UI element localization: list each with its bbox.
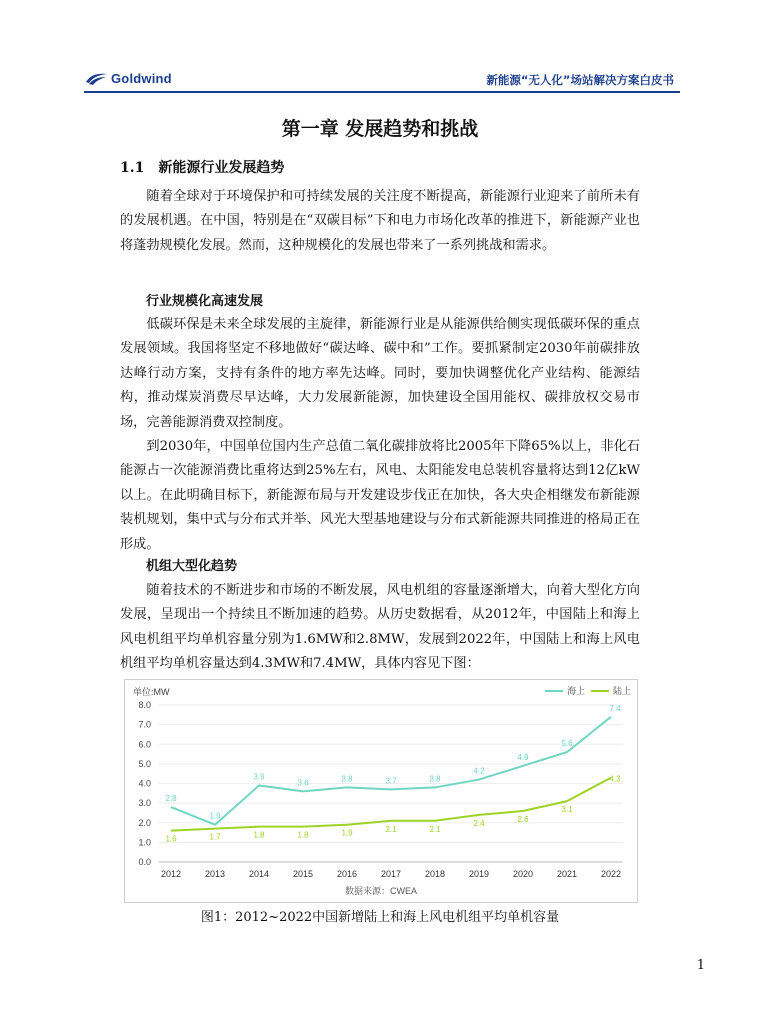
- series-line-offshore: [171, 717, 611, 825]
- logo-text: Goldwind: [111, 71, 172, 86]
- data-label-onshore: 1.8: [253, 830, 265, 840]
- y-tick-label: 8.0: [138, 700, 151, 710]
- x-tick-label: 2019: [468, 869, 490, 879]
- data-label-onshore: 1.6: [165, 834, 177, 844]
- data-label-onshore: 2.4: [473, 818, 485, 828]
- x-tick-label: 2018: [424, 869, 446, 879]
- section-heading: [120, 157, 284, 177]
- capacity-chart: [124, 679, 638, 903]
- data-label-offshore: 2.8: [165, 794, 177, 804]
- legend-label-onshore: 陆上: [613, 686, 632, 696]
- x-tick-label: 2017: [380, 869, 402, 879]
- x-tick-label: 2012: [160, 869, 182, 879]
- y-tick-label: 7.0: [138, 719, 151, 730]
- figure-caption: 图1：2012~2022中国新增陆上和海上风电机组平均单机容量: [200, 910, 560, 925]
- intro-paragraph: 随着全球对于环境保护和可持续发展的关注度不断提高，新能源行业迎来了前所未有的发展机遇。在中国，特别是在“双碳目标”下和电力市场化改革的推进下，新能源产业也将蓬勃规模化发展。然而，这种规模化的发展也带来了一系列挑战和需求。: [120, 189, 640, 253]
- x-tick-label: 2015: [292, 869, 314, 879]
- chart-legend: [545, 685, 631, 696]
- chart-series: [171, 717, 611, 831]
- x-tick-label: 2021: [556, 869, 578, 879]
- data-label-onshore: 1.9: [341, 828, 353, 838]
- data-label-onshore: 2.6: [517, 814, 529, 824]
- data-label-offshore: 4.2: [473, 766, 485, 776]
- data-label-onshore: 2.1: [385, 824, 397, 834]
- data-label-onshore: 2.1: [429, 824, 441, 834]
- chart-source: 数据来源：CWEA: [344, 886, 418, 896]
- header-divider: [84, 91, 680, 93]
- y-tick-label: 5.0: [138, 758, 151, 769]
- data-label-onshore: 1.7: [209, 832, 221, 842]
- document-title: 新能源“无人化”场站解决方案白皮书: [486, 73, 674, 87]
- y-tick-label: 3.0: [138, 798, 151, 809]
- section-number: 1.1: [120, 160, 145, 176]
- chapter-title: 第一章 发展趋势和挑战: [281, 118, 479, 140]
- data-label-onshore: 3.1: [561, 805, 573, 815]
- data-label-offshore: 3.6: [297, 778, 309, 788]
- x-tick-label: 2020: [512, 869, 534, 879]
- x-tick-label: 2014: [248, 869, 270, 879]
- data-label-offshore: 3.8: [341, 774, 353, 784]
- data-label-offshore: 3.7: [385, 776, 397, 786]
- goldwind-logo: [84, 71, 172, 86]
- subheading-large-units: 机组大型化趋势: [146, 559, 238, 574]
- scale-paragraph-2: 到2030年，中国单位国内生产总值二氧化碳排放将比2005年下降65%以上，非化石能源占一次能源消费比重将达到25%左右，风电、太阳能发电总装机容量将达到12亿kW以上。在此明确目标下，新能源布局与开发建设步伐正在加快，各大央企相继发布新能源装机规划，集中式与分布式并举、风光大型基地建设与分布式新能源共同推进的格局正在形成。: [120, 439, 640, 552]
- data-label-offshore: 5.6: [561, 739, 573, 749]
- y-tick-label: 1.0: [138, 837, 151, 848]
- scale-paragraph-1: 低碳环保是未来全球发展的主旋律，新能源行业是从能源供给侧实现低碳环保的重点发展领域。我国将坚定不移地做好“碳达峰、碳中和”工作。要抓紧制定2030年前碳排放达峰行动方案，支持有条件的地方率先达峰。同时，要加快调整优化产业结构、能源结构，推动煤炭消费尽早达峰，大力发展新能源，加快建设全国用能权、碳排放权交易市场，完善能源消费双控制度。: [120, 317, 640, 430]
- y-axis-label: 单位:MW: [133, 687, 170, 697]
- data-label-onshore: 1.8: [297, 830, 309, 840]
- subheading-scale: 行业规模化高速发展: [146, 294, 264, 309]
- data-label-offshore: 7.4: [609, 703, 621, 713]
- y-tick-label: 4.0: [138, 778, 151, 789]
- x-tick-label: 2013: [204, 869, 226, 879]
- page-header: [84, 68, 680, 92]
- goldwind-swoosh-icon: [84, 72, 108, 86]
- y-tick-label: 2.0: [138, 817, 151, 828]
- y-tick-label: 0.0: [138, 857, 151, 867]
- data-label-offshore: 1.9: [209, 811, 221, 821]
- line-chart-svg: [125, 680, 637, 902]
- data-label-onshore: 4.3: [609, 774, 621, 784]
- page-number: 1: [696, 958, 705, 973]
- x-tick-label: 2022: [600, 869, 622, 879]
- large-units-paragraph: 随着技术的不断进步和市场的不断发展，风电机组的容量逐渐增大，向着大型化方向发展，呈现出一个持续且不断加速的趋势。从历史数据看，从2012年，中国陆上和海上风电机组平均单机容量分别为1.6MW和2.8MW，发展到2022年，中国陆上和海上风电机组平均单机容量达到4.3MW和7.4MW，具体内容见下图：: [120, 583, 640, 672]
- data-label-offshore: 3.8: [429, 774, 441, 784]
- y-tick-label: 6.0: [138, 739, 151, 750]
- data-label-offshore: 4.9: [517, 752, 529, 762]
- section-title: 新能源行业发展趋势: [158, 160, 285, 176]
- x-tick-label: 2016: [336, 869, 358, 879]
- legend-label-offshore: 海上: [567, 686, 586, 696]
- data-label-offshore: 3.9: [253, 772, 265, 782]
